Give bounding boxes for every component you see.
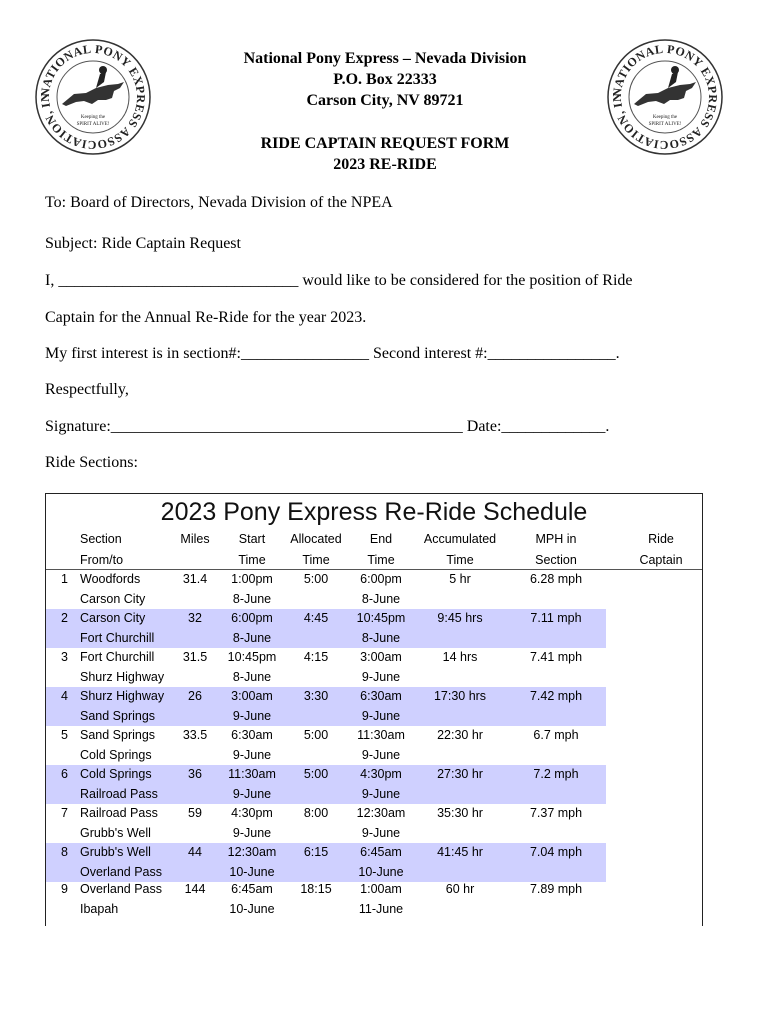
svg-text:NATIONAL PONY EXPRESS ASSOCIAT: NATIONAL PONY EXPRESS ASSOCIATION, IN bbox=[609, 41, 721, 153]
city-state-zip: Carson City, NV 89721 bbox=[306, 92, 464, 109]
svg-text:SPIRIT ALIVE!: SPIRIT ALIVE! bbox=[648, 122, 682, 127]
schedule-row: 3 Fort Churchill Shurz Highway 31.5 10:45pm 8-June 4:15 3:00am 9-June 14 hrs 7.41 mph bbox=[61, 650, 583, 684]
association-seal-right bbox=[606, 38, 724, 156]
col-header-captain: Ride Captain bbox=[639, 532, 683, 567]
schedule-row: 6 Cold Springs Railroad Pass 36 11:30am 9-June 5:00 4:30pm 9-June 27:30 hr 7.2 mph bbox=[46, 765, 606, 804]
col-header-accumulated: Accumulated Time bbox=[423, 532, 497, 567]
schedule-row: 2 Carson City Fort Churchill 32 6:00pm 8-June 4:45 10:45pm 8-June 9:45 hrs 7.11 mph bbox=[46, 609, 606, 648]
po-box: P.O. Box 22333 bbox=[333, 71, 437, 88]
form-title: RIDE CAPTAIN REQUEST FORM bbox=[260, 135, 510, 152]
re-ride-schedule bbox=[45, 493, 703, 926]
schedule-row: 5 Sand Springs Cold Springs 33.5 6:30am 9-June 5:00 11:30am 9-June 22:30 hr 6.7 mph bbox=[61, 728, 579, 762]
form-year: 2023 RE-RIDE bbox=[333, 156, 437, 173]
schedule-row: 4 Shurz Highway Sand Springs 26 3:00am 9-June 3:30 6:30am 9-June 17:30 hrs 7.42 mph bbox=[46, 687, 606, 726]
col-header-end: End Time bbox=[367, 532, 395, 567]
svg-text:Keeping the: Keeping the bbox=[80, 115, 106, 120]
schedule-row: 9 Overland Pass Ibapah 144 6:45am 10-June 18:15 1:00am 11-June 60 hr 7.89 mph bbox=[61, 882, 583, 916]
col-header-start: Start Time bbox=[238, 532, 266, 567]
to-line: To: Board of Directors, Nevada Division of the NPEA bbox=[45, 194, 393, 211]
schedule-title: 2023 Pony Express Re-Ride Schedule bbox=[160, 498, 588, 526]
subject-line: Subject: Ride Captain Request bbox=[45, 235, 241, 252]
respectfully-line: Respectfully, bbox=[45, 381, 129, 398]
org-name: National Pony Express – Nevada Division bbox=[243, 50, 527, 67]
svg-text:Keeping the: Keeping the bbox=[652, 115, 678, 120]
name-blank-line[interactable]: I, ______________________________ would like to be considered for the position of Ride bbox=[45, 272, 633, 289]
svg-text:NATIONAL PONY EXPRESS ASSOCIAT: NATIONAL PONY EXPRESS ASSOCIATION, IN bbox=[37, 41, 149, 153]
intro-line-2: Captain for the Annual Re-Ride for the year 2023. bbox=[45, 309, 367, 326]
col-header-allocated: Allocated Time bbox=[290, 532, 342, 567]
schedule-row: 7 Railroad Pass Grubb's Well 59 4:30pm 9-June 8:00 12:30am 9-June 35:30 hr 7.37 mph bbox=[61, 806, 583, 840]
schedule-row: 8 Grubb's Well Overland Pass 44 12:30am 10-June 6:15 6:45am 10-June 41:45 hr 7.04 mph bbox=[46, 843, 606, 882]
col-header-section: Section From/to bbox=[80, 532, 124, 567]
signature-line[interactable]: Signature:____________________________________________ Date:_____________. bbox=[45, 418, 610, 435]
col-header-miles: Miles bbox=[180, 532, 210, 546]
col-header-mph: MPH in Section bbox=[535, 532, 577, 567]
interest-line[interactable]: My first interest is in section#:________________ Second interest #:________________. bbox=[45, 345, 620, 362]
svg-text:SPIRIT ALIVE!: SPIRIT ALIVE! bbox=[76, 122, 110, 127]
association-seal-left bbox=[34, 38, 152, 156]
form-header bbox=[150, 48, 620, 175]
ride-sections-label: Ride Sections: bbox=[45, 454, 138, 471]
schedule-row: 1 Woodfords Carson City 31.4 1:00pm 8-June 5:00 6:00pm 8-June 5 hr 6.28 mph bbox=[61, 572, 583, 606]
